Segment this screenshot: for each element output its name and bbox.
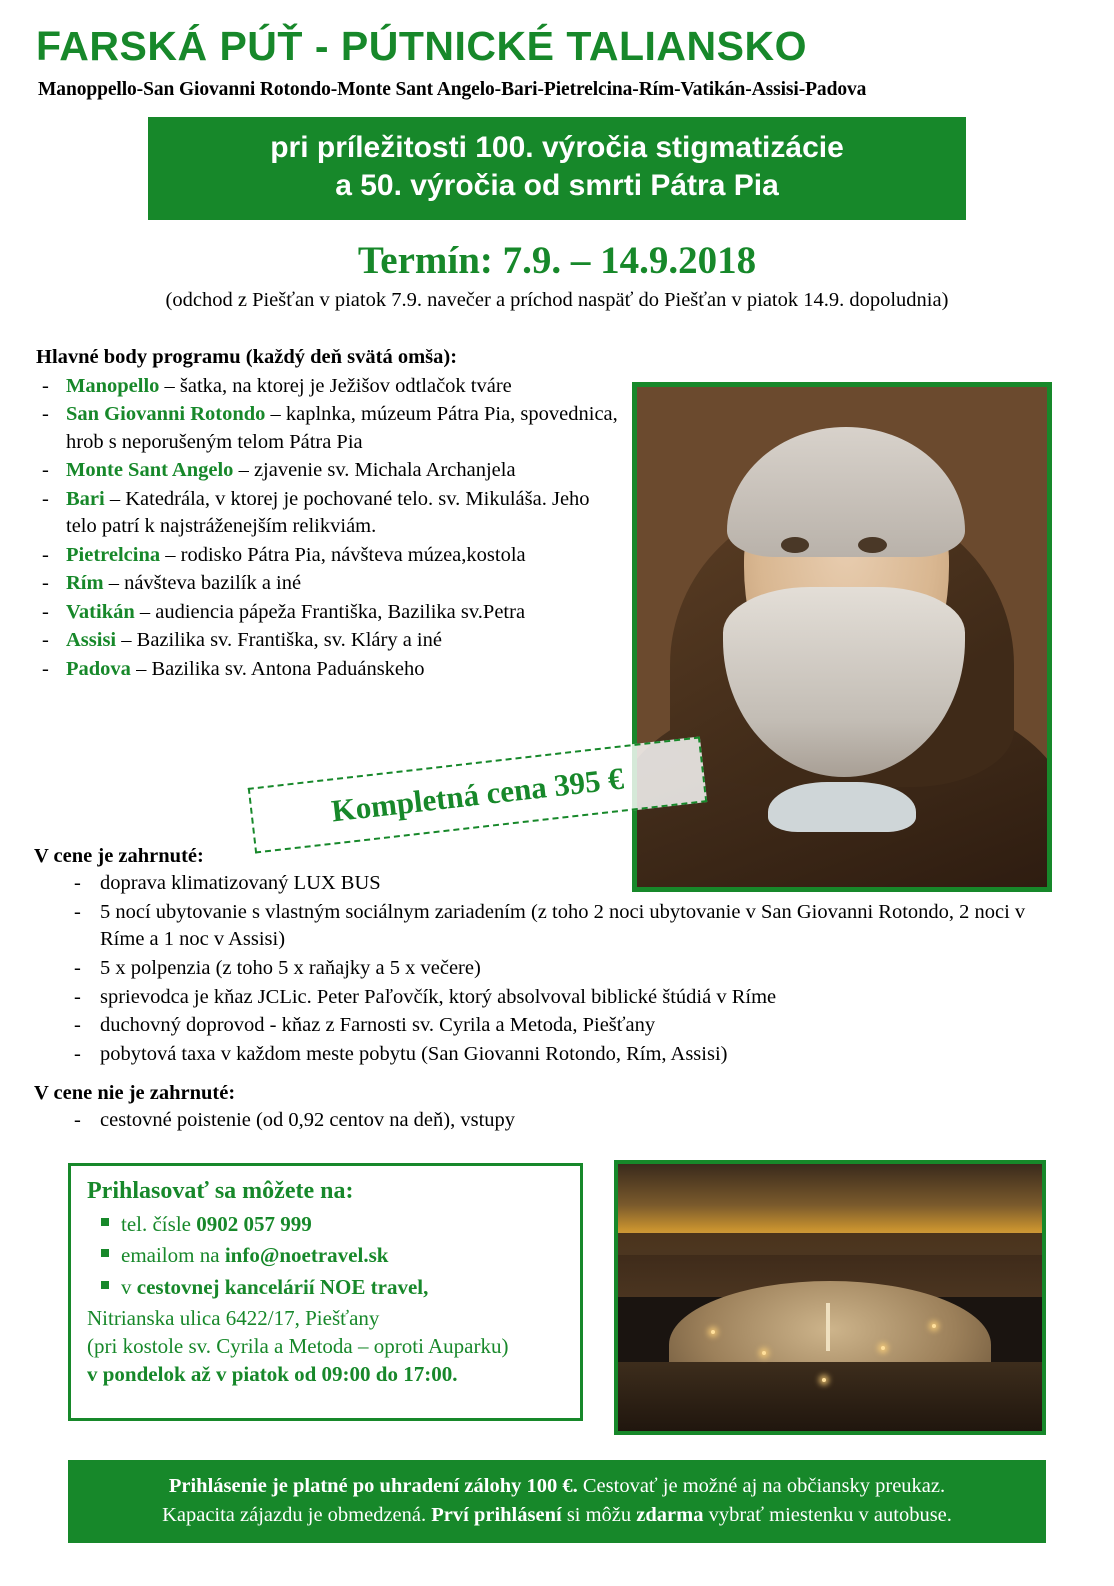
program-desc: – Bazilika sv. Antona Paduánskeho [130,657,425,680]
list-item [0,570,620,597]
program-desc: – kaplnka, múzeum Pátra Pia, spovednica, hrob s neporušeným telom Pátra Pia [66,403,618,453]
bullet-dash: - [74,1109,81,1131]
contact-hours: v pondelok až v piatok od 09:00 do 17:00. [87,1361,458,1386]
program-place: Pietrelcina [66,543,161,566]
program-desc: – šatka, na ktorej je Ježišov odtlačok tváre [159,374,512,397]
bullet-dash: - [42,459,49,482]
included-item-text: 5 nocí ubytovanie s vlastným sociálnym zariadením (z toho 2 noci ubytovanie v San Giovanni Rotondo, 2 noci v Ríme a 1 noc v Assisi) [100,900,1026,951]
bullet-dash: - [42,374,49,397]
program-place: Vatikán [66,600,135,623]
program-desc: – zjavenie sv. Michala Archanjela [233,459,516,482]
program-place: Bari [66,487,105,510]
included-list [0,870,1030,1069]
contact-email-item[interactable] [121,1242,564,1269]
contact-address-note: (pri kostole sv. Cyrila a Metoda – oproti Auparku) [87,1333,509,1358]
bullet-dash: - [42,600,49,623]
footer-capacity-note: Kapacita zájazdu je obmedzená. [162,1503,432,1526]
footer-first-registered: Prví prihlásení [431,1503,562,1526]
occasion-banner [148,117,966,220]
list-item [0,486,620,541]
list-item [0,899,1030,954]
padre-pio-photo [632,382,1052,892]
photo-collar [768,782,916,832]
bullet-dash: - [42,487,49,510]
program-desc: – Bazilika sv. Františka, sv. Kláry a iné [116,629,442,652]
photo-obelisk [826,1303,830,1351]
not-included-item-text: cestovné poistenie (od 0,92 centov na deň), vstupy [100,1109,516,1131]
bullet-dash: - [74,957,81,980]
bullet-dash: - [74,900,81,923]
program-place: San Giovanni Rotondo [66,403,266,426]
included-item-text: 5 x polpenzia (z toho 5 x raňajky a 5 x večere) [100,957,481,980]
program-place: Assisi [66,629,117,652]
list-item [0,1041,1030,1069]
photo-eye-right [858,537,887,553]
occasion-banner-line1: pri príležitosti 100. výročia stigmatizácie [270,131,844,165]
not-included-section [0,1082,1114,1136]
list-item [0,870,1030,898]
page-title: FARSKÁ PÚŤ - PÚTNICKÉ TALIANSKO [36,23,807,69]
footer-line-2 [78,1501,1036,1530]
program-desc: – Katedrála, v ktorej je pochované telo. sv. Mikuláša. Jeho telo patrí k najstráženejším relikviám. [66,487,590,538]
footer-deposit-note: Prihlásenie je platné po uhradení zálohy 100 €. [168,1475,578,1497]
contact-address: Nitrianska ulica 6422/17, Piešťany [87,1305,380,1330]
program-heading: Hlavné body programu (každý deň svätá omša): [36,345,458,368]
photo-lamp [932,1324,936,1328]
list-item [0,656,620,683]
list-item [0,599,620,626]
contact-email-value[interactable]: info@noetravel.sk [224,1243,389,1268]
contact-office-prefix: v [121,1274,137,1299]
vatican-square-photo [614,1160,1046,1435]
list-item [0,373,620,400]
footer-seat-text: vybrať miestenku v autobuse. [703,1503,952,1526]
contact-phone-value[interactable]: 0902 057 999 [196,1212,312,1236]
footer-id-note: Cestovať je možné aj na občiansky preukaz. [577,1475,946,1497]
bullet-dash: - [42,629,49,652]
footer-can-text: si môžu [561,1503,637,1526]
not-included-list [0,1107,1030,1135]
photo-lamp [711,1330,715,1334]
bullet-dash: - [42,543,49,566]
square-bullet-icon [101,1249,109,1257]
contact-list [87,1211,564,1301]
program-place: Rím [66,572,104,595]
footer-free-text: zdarma [636,1503,704,1526]
list-item [0,955,1030,983]
footer-banner [68,1460,1046,1543]
list-item [0,457,620,484]
program-desc: – audiencia pápeža Františka, Bazilika sv.Petra [134,600,526,623]
contact-phone-item[interactable] [121,1211,564,1238]
bullet-dash: - [74,872,81,894]
list-item [0,401,620,456]
program-desc: – návšteva bazilík a iné [103,572,302,595]
bullet-dash: - [74,1014,81,1037]
contact-heading: Prihlasovať sa môžete na: [87,1178,354,1204]
list-item [0,984,1030,1012]
included-section [0,845,1114,1070]
included-item-text: duchovný doprovod - kňaz z Farnosti sv. Cyrila a Metoda, Piešťany [100,1014,656,1037]
bullet-dash: - [74,985,81,1008]
included-item-text: sprievodca je kňaz JCLic. Peter Paľovčík, ktorý absolvoval biblické štúdiá v Ríme [100,985,777,1008]
photo-lamp [881,1346,885,1350]
bullet-dash: - [42,403,49,426]
list-item [0,627,620,654]
program-place: Manopello [66,374,160,397]
square-bullet-icon [101,1218,109,1226]
list-item [0,1012,1030,1040]
contact-email-label: emailom na [121,1243,225,1268]
program-desc: – rodisko Pátra Pia, návšteva múzea,kostola [160,543,526,566]
square-bullet-icon [101,1281,109,1289]
included-heading: V cene je zahrnuté: [34,845,204,867]
bullet-dash: - [42,572,49,595]
contact-box [68,1163,583,1421]
contact-office-name: cestovnej kancelárií NOE travel, [136,1274,429,1299]
program-list [0,373,620,683]
list-item [0,542,620,569]
contact-office-item [121,1274,564,1301]
list-item [0,1107,1030,1135]
bullet-dash: - [42,657,49,680]
bullet-dash: - [74,1043,81,1066]
included-item-text: pobytová taxa v každom meste pobytu (San Giovanni Rotondo, Rím, Assisi) [100,1043,728,1066]
footer-line-1 [78,1472,1036,1501]
price-stamp: Kompletná cena 395 € [248,736,708,853]
program-place: Padova [66,657,131,680]
included-item-text: doprava klimatizovaný LUX BUS [100,872,381,894]
date-range-note: (odchod z Piešťan v piatok 7.9. navečer a príchod naspäť do Piešťan v piatok 14.9. dopoludnia) [165,288,949,311]
not-included-heading: V cene nie je zahrnuté: [34,1082,236,1104]
photo-eye-left [781,537,810,553]
date-range: Termín: 7.9. – 14.9.2018 [357,238,757,282]
program-place: Monte Sant Angelo [66,459,234,482]
itinerary-subtitle: Manoppello-San Giovanni Rotondo-Monte Sant Angelo-Bari-Pietrelcina-Rím-Vatikán-Assisi-Padova [38,79,867,101]
photo-lamp [822,1378,826,1382]
occasion-banner-line2: a 50. výročia od smrti Pátra Pia [335,169,779,203]
contact-phone-label: tel. čísle [121,1212,197,1236]
photo-foreground [618,1362,1042,1431]
